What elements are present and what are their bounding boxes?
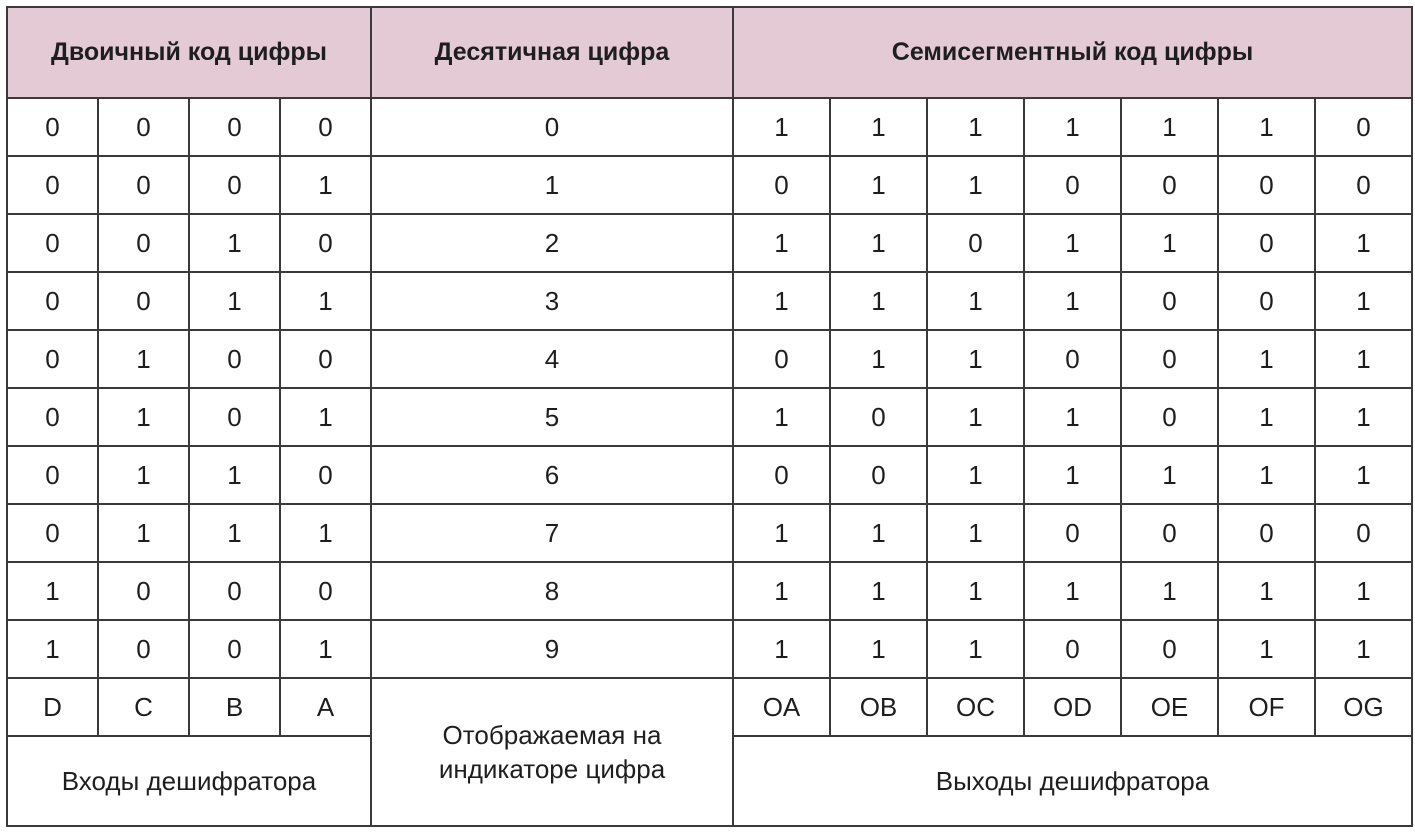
segment-bit-cell: 0 — [1315, 504, 1412, 562]
segment-bit-cell: 1 — [830, 156, 927, 214]
segment-bit-cell: 1 — [733, 504, 830, 562]
segment-bit-cell: 1 — [733, 214, 830, 272]
segment-bit-cell: 0 — [1218, 156, 1315, 214]
binary-bit-cell: 1 — [7, 562, 98, 620]
segment-bit-cell: 1 — [1121, 98, 1218, 156]
segment-bit-cell: 1 — [927, 504, 1024, 562]
binary-bit-cell: 0 — [98, 98, 189, 156]
decimal-digit-cell: 9 — [371, 620, 733, 678]
segment-bit-cell: 0 — [1121, 272, 1218, 330]
segment-bit-cell: 0 — [1218, 504, 1315, 562]
decimal-digit-cell: 3 — [371, 272, 733, 330]
binary-bit-cell: 0 — [189, 620, 280, 678]
output-label-oa: OA — [733, 678, 830, 736]
output-label-ob: OB — [830, 678, 927, 736]
input-label-d: D — [7, 678, 98, 736]
binary-bit-cell: 1 — [98, 330, 189, 388]
binary-bit-cell: 0 — [7, 272, 98, 330]
segment-bit-cell: 0 — [1121, 330, 1218, 388]
decoder-inputs-caption: Входы дешифратора — [7, 736, 371, 826]
binary-bit-cell: 0 — [98, 562, 189, 620]
table-row — [7, 272, 1412, 330]
table-body — [7, 98, 1412, 826]
segment-bit-cell: 1 — [830, 330, 927, 388]
segment-bit-cell: 0 — [1024, 330, 1121, 388]
binary-bit-cell: 0 — [98, 620, 189, 678]
output-label-oe: OE — [1121, 678, 1218, 736]
binary-bit-cell: 0 — [7, 504, 98, 562]
segment-bit-cell: 0 — [1024, 156, 1121, 214]
segment-bit-cell: 0 — [1315, 98, 1412, 156]
decimal-digit-cell: 8 — [371, 562, 733, 620]
binary-bit-cell: 0 — [7, 446, 98, 504]
binary-bit-cell: 1 — [280, 388, 371, 446]
segment-bit-cell: 0 — [927, 214, 1024, 272]
segment-bit-cell: 0 — [1024, 504, 1121, 562]
segment-bit-cell: 0 — [733, 156, 830, 214]
segment-bit-cell: 1 — [733, 620, 830, 678]
segment-bit-cell: 1 — [733, 562, 830, 620]
segment-bit-cell: 1 — [1218, 446, 1315, 504]
segment-bit-cell: 0 — [830, 446, 927, 504]
table-row — [7, 156, 1412, 214]
segment-bit-cell: 1 — [1218, 562, 1315, 620]
binary-bit-cell: 1 — [189, 214, 280, 272]
segment-bit-cell: 1 — [733, 272, 830, 330]
segment-bit-cell: 1 — [1024, 98, 1121, 156]
binary-bit-cell: 1 — [280, 504, 371, 562]
segment-bit-cell: 1 — [1218, 98, 1315, 156]
binary-bit-cell: 1 — [189, 446, 280, 504]
table-row — [7, 330, 1412, 388]
segment-bit-cell: 1 — [927, 620, 1024, 678]
segment-bit-cell: 1 — [927, 388, 1024, 446]
segment-bit-cell: 1 — [1024, 562, 1121, 620]
segment-bit-cell: 1 — [1315, 330, 1412, 388]
segment-bit-cell: 1 — [1218, 388, 1315, 446]
table-row — [7, 388, 1412, 446]
table-row — [7, 98, 1412, 156]
table-row — [7, 214, 1412, 272]
binary-bit-cell: 0 — [280, 330, 371, 388]
decoder-outputs-caption: Выходы дешифратора — [733, 736, 1412, 826]
binary-bit-cell: 0 — [280, 214, 371, 272]
binary-bit-cell: 1 — [7, 620, 98, 678]
binary-bit-cell: 1 — [280, 156, 371, 214]
decimal-digit-cell: 7 — [371, 504, 733, 562]
segment-bit-cell: 0 — [1218, 214, 1315, 272]
segment-bit-cell: 1 — [1121, 214, 1218, 272]
segment-bit-cell: 0 — [1218, 272, 1315, 330]
segment-bit-cell: 1 — [830, 98, 927, 156]
segment-bit-cell: 1 — [927, 98, 1024, 156]
decimal-digit-cell: 2 — [371, 214, 733, 272]
binary-bit-cell: 0 — [280, 98, 371, 156]
binary-bit-cell: 0 — [7, 156, 98, 214]
output-label-od: OD — [1024, 678, 1121, 736]
segment-bit-cell: 1 — [1315, 620, 1412, 678]
output-label-of: OF — [1218, 678, 1315, 736]
binary-bit-cell: 1 — [98, 388, 189, 446]
segment-bit-cell: 0 — [1121, 388, 1218, 446]
binary-bit-cell: 0 — [189, 156, 280, 214]
binary-bit-cell: 1 — [98, 446, 189, 504]
segment-bit-cell: 1 — [830, 214, 927, 272]
binary-bit-cell: 0 — [189, 98, 280, 156]
binary-bit-cell: 0 — [7, 214, 98, 272]
segment-bit-cell: 1 — [927, 330, 1024, 388]
segment-bit-cell: 1 — [830, 504, 927, 562]
segment-bit-cell: 0 — [733, 446, 830, 504]
segment-bit-cell: 1 — [830, 272, 927, 330]
decimal-digit-cell: 0 — [371, 98, 733, 156]
segment-bit-cell: 0 — [1121, 504, 1218, 562]
table-row — [7, 562, 1412, 620]
segment-bit-cell: 1 — [1315, 446, 1412, 504]
decimal-digit-cell: 1 — [371, 156, 733, 214]
binary-bit-cell: 1 — [189, 272, 280, 330]
output-label-oc: OC — [927, 678, 1024, 736]
header-segment-code: Семисегментный код цифры — [733, 7, 1412, 98]
binary-bit-cell: 0 — [98, 156, 189, 214]
binary-bit-cell: 0 — [189, 388, 280, 446]
binary-bit-cell: 1 — [280, 620, 371, 678]
segment-bit-cell: 1 — [1024, 272, 1121, 330]
segment-bit-cell: 1 — [1121, 446, 1218, 504]
segment-bit-cell: 0 — [1024, 620, 1121, 678]
segment-bit-cell: 1 — [1024, 388, 1121, 446]
input-label-b: B — [189, 678, 280, 736]
decimal-digit-cell: 4 — [371, 330, 733, 388]
binary-bit-cell: 1 — [189, 504, 280, 562]
table-row — [7, 504, 1412, 562]
segment-bit-cell: 1 — [1315, 388, 1412, 446]
display-digit-caption — [371, 678, 733, 826]
segment-bit-cell: 0 — [733, 330, 830, 388]
binary-bit-cell: 0 — [7, 98, 98, 156]
segment-bit-cell: 1 — [927, 272, 1024, 330]
binary-bit-cell: 0 — [189, 330, 280, 388]
binary-bit-cell: 0 — [280, 446, 371, 504]
segment-bit-cell: 1 — [1218, 330, 1315, 388]
segment-bit-cell: 1 — [927, 446, 1024, 504]
output-label-og: OG — [1315, 678, 1412, 736]
decimal-digit-cell: 6 — [371, 446, 733, 504]
segment-bit-cell: 0 — [830, 388, 927, 446]
header-binary-code: Двоичный код цифры — [7, 7, 371, 98]
segment-bit-cell: 1 — [927, 156, 1024, 214]
decimal-digit-cell: 5 — [371, 388, 733, 446]
segment-bit-cell: 1 — [733, 388, 830, 446]
segment-bit-cell: 0 — [1121, 620, 1218, 678]
segment-bit-cell: 1 — [1218, 620, 1315, 678]
segment-bit-cell: 1 — [1315, 272, 1412, 330]
table-row — [7, 620, 1412, 678]
segment-bit-cell: 1 — [1315, 214, 1412, 272]
binary-bit-cell: 0 — [98, 272, 189, 330]
binary-bit-cell: 0 — [189, 562, 280, 620]
segment-bit-cell: 1 — [1024, 214, 1121, 272]
segment-bit-cell: 0 — [1315, 156, 1412, 214]
binary-bit-cell: 0 — [98, 214, 189, 272]
signal-labels-row — [7, 678, 1412, 736]
binary-bit-cell: 0 — [280, 562, 371, 620]
segment-bit-cell: 0 — [1121, 156, 1218, 214]
truth-table — [6, 6, 1413, 827]
segment-bit-cell: 1 — [1024, 446, 1121, 504]
segment-bit-cell: 1 — [1315, 562, 1412, 620]
binary-bit-cell: 1 — [280, 272, 371, 330]
display-caption-line2: индикаторе цифра — [438, 754, 666, 784]
segment-bit-cell: 1 — [927, 562, 1024, 620]
binary-bit-cell: 1 — [98, 504, 189, 562]
header-decimal-digit: Десятичная цифра — [371, 7, 733, 98]
segment-bit-cell: 1 — [830, 562, 927, 620]
segment-bit-cell: 1 — [1121, 562, 1218, 620]
input-label-a: A — [280, 678, 371, 736]
input-label-c: C — [98, 678, 189, 736]
binary-bit-cell: 0 — [7, 388, 98, 446]
binary-bit-cell: 0 — [7, 330, 98, 388]
table-row — [7, 446, 1412, 504]
display-caption-line1: Отображаемая на — [442, 720, 662, 750]
segment-bit-cell: 1 — [830, 620, 927, 678]
segment-bit-cell: 1 — [733, 98, 830, 156]
